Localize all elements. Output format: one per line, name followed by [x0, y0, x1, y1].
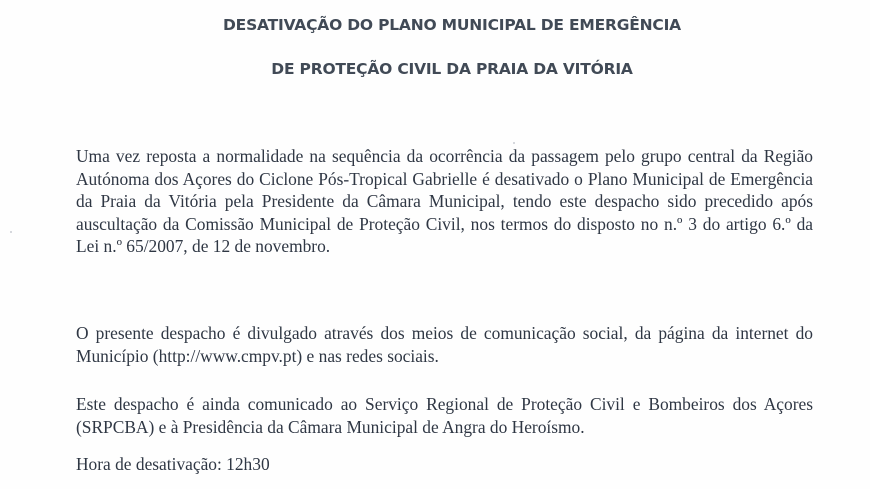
- paragraph-communication: Este despacho é ainda comunicado ao Serviço Regional de Proteção Civil e Bombeiros dos Açores (SRPCBA) e à Presidência da Câmara Municipal de Angra do Heroísmo.: [76, 394, 813, 437]
- scan-speck: [10, 231, 12, 233]
- document-title-line-2: DE PROTEÇÃO CIVIL DA PRAIA DA VITÓRIA: [271, 60, 633, 78]
- deactivation-time: Hora de desativação: 12h30: [76, 454, 270, 474]
- paragraph-dissemination: O presente despacho é divulgado através dos meios de comunicação social, da página da internet do Município (http://www.cmpv.pt) e nas redes sociais.: [76, 323, 813, 366]
- document-title-line-1: DESATIVAÇÃO DO PLANO MUNICIPAL DE EMERGÊNCIA: [223, 16, 681, 34]
- scan-speck: [513, 142, 515, 144]
- paragraph-deactivation-notice: Uma vez reposta a normalidade na sequência da ocorrência da passagem pelo grupo central da Região Autónoma dos Açores do Ciclone Pós-Tropical Gabrielle é desativado o Plano Municipal de Emergência da Praia da Vitória pela Presidente da Câmara Municipal, tendo este despacho sido precedido após auscultação da Comissão Municipal de Proteção Civil, nos termos do disposto no n.º 3 do artigo 6.º da Lei n.º 65/2007, de 12 de novembro.: [76, 146, 813, 257]
